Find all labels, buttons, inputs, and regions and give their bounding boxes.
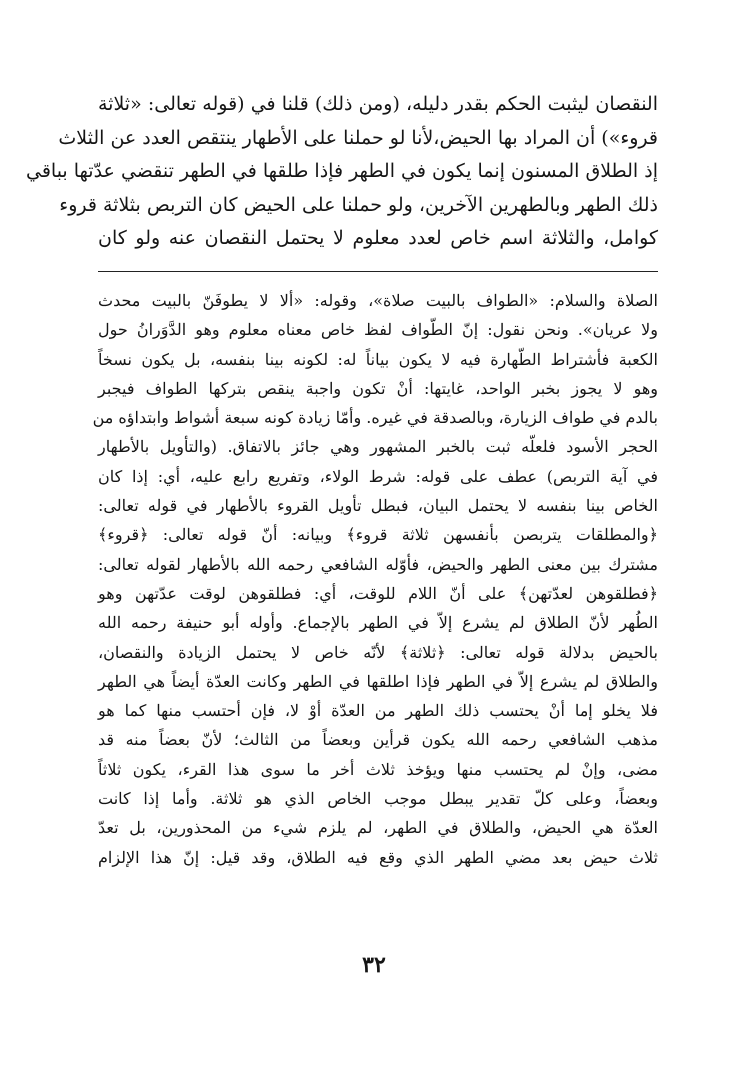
- footnote-line: مضى، وإنْ لم يحتسب منها ويؤخذ ثلاث أخر ما سوى هذا القرء، يكون ثلاثاً: [98, 759, 658, 779]
- separator-line: [98, 271, 658, 272]
- main-text-line: النقصان ليثبت الحكم بقدر دليله، (ومن ذلك) قلنا في (قوله تعالى: «ثلاثة: [98, 93, 658, 115]
- footnote-line: فلا يخلو إما أنْ يحتسب ذلك الطهر من العدّة أوْ لا، فإن أحتسب منها كما هو: [98, 701, 658, 721]
- footnote-line: الصلاة والسلام: «الطواف بالبيت صلاة»، وقوله: «ألا لا يطوفَنّ بالبيت محدث: [98, 291, 658, 310]
- footnote-line: الكعبة فأشتراط الطّهارة فيه لا يكون بياناً له: لكونه بينا بنفسه، بل يكون نسخاً: [98, 349, 659, 369]
- footnote-line: ولا عريان». ونحن نقول: إنّ الطّواف لفظ خاص معناه معلوم وهو الدَّوَرانُ حول: [98, 320, 658, 340]
- footnote-line: ﴿والمطلقات يتربصن بأنفسهن ثلاثة قروء﴾ وبيانه: أنّ قوله تعالى: ﴿قروء﴾: [98, 525, 658, 545]
- footnote-line: بالحيض بدلالة قوله تعالى: ﴿ثلاثة﴾ لأنّه خاص لا يحتمل الزيادة والنقصان،: [98, 642, 658, 662]
- footnote-line: الخاص بينا بنفسه لا يحتمل البيان، فبطل تأويل القروء بالأطهار في قوله تعالى:: [98, 496, 658, 516]
- footnote-line: مذهب الشافعي رحمه الله يكون قرأين وبعضاً من الثالث؛ لأنّ بعضاً منه قد: [98, 730, 658, 750]
- footnote-line: وهو لا يجوز بخبر الواحد، غايتها: أنْ تكون واجبة ينقص بتركها الطواف فيجبر: [98, 378, 658, 398]
- footnote-line: مشترك بين معنى الطهر والحيض، فأوّله الشافعي رحمه الله بالأطهار لقوله تعالى:: [98, 554, 658, 574]
- footnote-line: والطلاق لم يشرع إلاّ في الطهر فإذا اطلقها في الطهر وكانت العدّة أيضاً هي الطهر: [98, 671, 658, 691]
- footnote-line: في آية التربص) عطف على قوله: شرط الولاء، وتفريع رابع عليه، أي: إذا كان: [98, 466, 658, 486]
- main-text-line: إذ الطلاق المسنون إنما يكون في الطهر فإذا طلقها في الطهر تنقضي عدّتها بباقي: [25, 160, 658, 182]
- footnote-text-block: [92, 286, 659, 872]
- footnote-line: ثلاث حيض بعد مضي الطهر الذي وقع فيه الطلاق، وقد قيل: إنّ هذا الإلزام: [98, 847, 658, 867]
- main-text-block: [25, 88, 658, 256]
- main-text-line: قروء») أن المراد بها الحيض،لأنا لو حملنا على الأطهار ينتقص العدد عن الثلاث: [58, 126, 658, 149]
- footnote-line: ﴿فطلقوهن لعدّتهن﴾ على أنّ اللام للوقت، أي: فطلقوهن لوقت عدّتهن وهو: [98, 583, 658, 603]
- main-text-line: كوامل، والثلاثة اسم خاص لعدد معلوم لا يحتمل النقصان عنه ولو كان: [98, 227, 658, 249]
- footnote-line: العدّة هي الحيض، والطلاق في الطهر، لم يلزم شيء من المحذورين، بل تعدّ: [98, 818, 658, 838]
- page-number: ٣٢: [362, 952, 386, 978]
- main-text-line: ذلك الطهر وبالطهرين الآخرين، ولو حملنا على الحيض كان التربص بثلاثة قروء: [59, 193, 658, 216]
- footnote-line: الحجر الأسود فلعلّه ثبت بالخبر المشهور وهي جائز بالاتفاق. (والتأويل بالأطهار: [98, 437, 658, 457]
- footnote-line: الطُهر لأنّ الطلاق لم يشرع إلاّ في الطهر بالإجماع. وأوله أبو حنيفة رحمه الله: [98, 613, 658, 633]
- footnote-line: بالدم في طواف الزيارة، وبالصدقة في غيره. وأمّا زيادة كونه سبعة أشواط وابتداؤه من: [92, 408, 658, 428]
- footnote-line: وبعضاً، وعلى كلّ تقدير يبطل موجب الخاص الذي هو ثلاثة. وأما إذا كانت: [98, 789, 658, 809]
